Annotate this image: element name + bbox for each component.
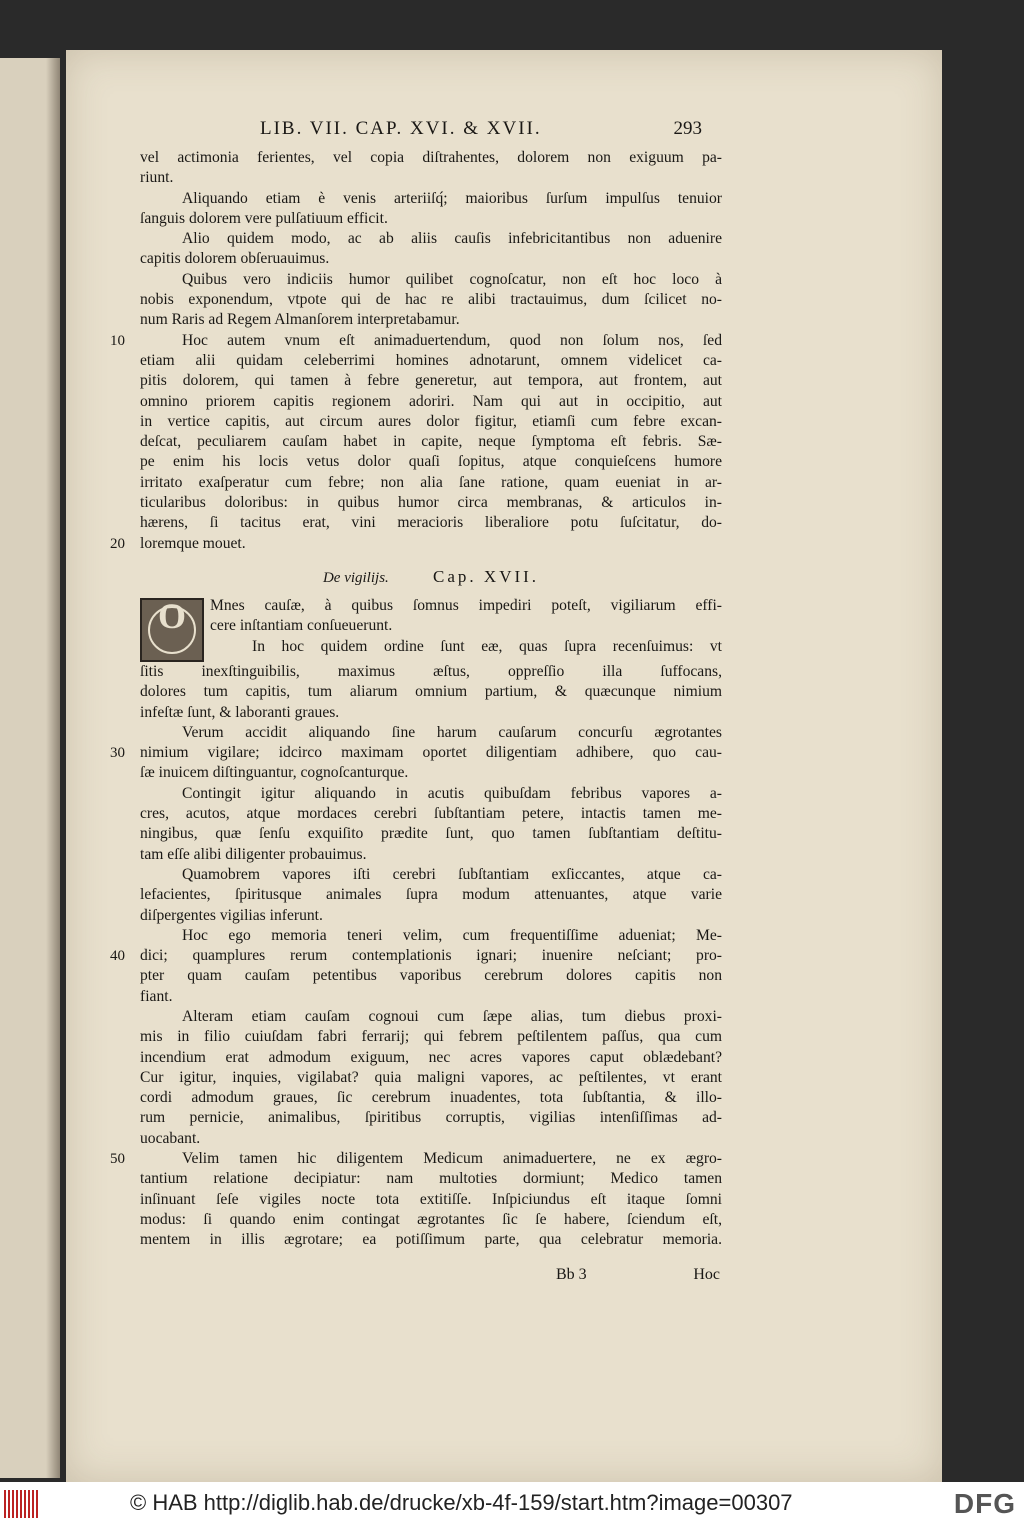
line-number-20: 20 <box>110 535 125 552</box>
text-line: pter quam cauſam petentibus vaporibus cerebrum dolores capitis non <box>140 967 722 985</box>
text-line: uocabant. <box>140 1129 201 1147</box>
text-line: Alteram etiam cauſam cognoui cum ſæpe alias, tum diebus proxi- <box>182 1007 722 1025</box>
text-line: irritato exaſperatur cum febre; non alia ſane ratione, quam eueniat in ar- <box>140 473 722 491</box>
text-line: inſinuant ſeſe vigiles nocte tota extitiſſe. Inſpiciundus eſt itaque ſomni <box>140 1190 722 1208</box>
page-number: 293 <box>673 118 702 139</box>
line-number-50: 50 <box>110 1151 125 1168</box>
text-line: dici; quamplures rerum contemplationis ignari; inuenire neſciant; pro- <box>140 947 722 965</box>
text-block <box>110 148 722 1251</box>
text-line: infeſtæ ſunt, & laboranti graues. <box>140 703 340 721</box>
text-line: pe enim his locis vetus dolor quaſi ſopitus, atque conquieſcens humore <box>140 453 722 471</box>
text-line: deſcat, peculiarem cauſam habet in capite, neque ſymptoma eſt febris. Sæ- <box>140 433 722 451</box>
text-line: ticularibus doloribus: in quibus humor circa membranas, & articulos in- <box>140 494 722 512</box>
running-header <box>260 118 720 140</box>
text-line: Alio quidem modo, ac ab aliis cauſis infebricitantibus non aduenire <box>182 230 722 248</box>
viewer-footer <box>0 1482 1024 1526</box>
chapter-number: Cap. XVII. <box>433 566 540 586</box>
barcode-icon <box>4 1490 40 1518</box>
text-line: num Raris ad Regem Almanſorem interpretabamur. <box>140 311 460 329</box>
text-line: omnino priorem capitis regionem adoriri. Nam qui aut in occipitio, aut <box>140 392 722 410</box>
text-line: Verum accidit aliquando ſine harum cauſarum concurſu ægrotantes <box>182 723 722 741</box>
previous-page-edge <box>0 58 60 1478</box>
text-line: loremque mouet. <box>140 534 246 552</box>
text-line: ſanguis dolorem vere pulſatiuum efficit. <box>140 209 388 227</box>
text-line: cere inſtantiam conſueuerunt. <box>210 617 393 635</box>
text-line: in vertice capitis, aut circum aures dolor figitur, etiamſi cum febre excan- <box>140 412 722 430</box>
text-line: dolores tum capitis, tum aliarum omnium partium, & quæcunque nimium <box>140 683 722 701</box>
text-line: etiam alii quidam celeberrimi homines adnotarunt, omnem videlicet ca- <box>140 351 722 369</box>
text-line: modus: ſi quando enim contingat ægrotantes ſic ſe habere, ſciendum eſt, <box>140 1210 722 1228</box>
text-line: hærens, ſi tacitus erat, vini meracioris liberaliore potu ſuſcitatur, do- <box>140 514 722 532</box>
text-line: ſæ inuicem diſtinguantur, cognoſcanturque. <box>140 764 409 782</box>
text-line: Cur igitur, inquies, vigilabat? quia maligni vapores, ac peſtilentes, vt erant <box>140 1068 722 1086</box>
text-line: incendium erat admodum exiguum, nec acres vapores caput oblædebant? <box>140 1048 722 1066</box>
text-line: Quibus vero indiciis humor quilibet cognoſcatur, non eſt hoc loco à <box>182 270 722 288</box>
text-line: Hoc autem vnum eſt animaduertendum, quod non ſolum nos, ſed <box>182 331 722 349</box>
text-line: ningibus, quæ ſenſu exquiſito prædite ſunt, quo tamen ſubſtantiam deſtitu- <box>140 825 722 843</box>
text-line: lefacientes, ſpiritusque animales ſupra modum attenuantes, atque varie <box>140 886 722 904</box>
catchword: Hoc <box>693 1266 720 1283</box>
text-line: pitis dolorem, qui tamen à febre generetur, aut tempora, aut frontem, aut <box>140 372 722 390</box>
chapter-heading <box>140 560 722 594</box>
text-line: Aliquando etiam è venis arteriiſq́; maioribus ſurſum impulſus tenuior <box>182 189 722 207</box>
text-line: Mnes cauſæ, à quibus ſomnus impediri poteſt, vigiliarum effi- <box>210 596 722 614</box>
text-line: vel actimonia ferientes, vel copia diſtrahentes, dolorem non exiguum pa- <box>140 149 722 166</box>
text-line: diſpergentes vigilias inferunt. <box>140 906 323 924</box>
text-line: mis in filio cuiuſdam fabri ferrarij; qui febrem peſtilentem paſſus, qua cum <box>140 1028 722 1046</box>
text-line: fiant. <box>140 987 173 1005</box>
text-line: rum pernicie, animalibus, ſpiritibus corruptis, vigilias intenſiſſimas ad- <box>140 1109 722 1127</box>
text-line: Quamobrem vapores iſti cerebri ſubſtantiam exſiccantes, atque ca- <box>182 865 722 883</box>
text-line: ſitis inexſtinguibilis, maximus æſtus, oppreſſio illa ſuffocans, <box>140 662 722 680</box>
dfg-logo: DFG <box>953 1488 1016 1519</box>
text-line: mentem in illis ægrotare; ea potiſſimum parte, qua celebratur memoria. <box>140 1231 722 1249</box>
running-title: LIB. VII. CAP. XVI. & XVII. <box>260 118 542 139</box>
signature-mark: Bb 3 <box>556 1266 587 1283</box>
text-line: nobis exponendum, vtpote qui de hac re alibi tractauimus, dum ſcilicet no- <box>140 291 722 309</box>
initial-letter: O <box>157 595 186 636</box>
page-gutter <box>46 58 60 1478</box>
line-number-30: 30 <box>110 745 125 762</box>
text-line: capitis dolorem obſeruauimus. <box>140 250 330 268</box>
text-line: tantium relatione decipiatur: nam multoties dormiunt; Medico tamen <box>140 1170 722 1188</box>
decorated-initial <box>140 595 204 662</box>
line-number-40: 40 <box>110 948 125 965</box>
text-line: cres, acutos, atque mordaces cerebri ſubſtantiam petere, intactis tamen me- <box>140 805 722 823</box>
text-line: Velim tamen hic diligentem Medicum animaduertere, ne ex ægro- <box>182 1150 722 1168</box>
text-line: Contingit igitur aliquando in acutis quibuſdam febribus vapores a- <box>182 784 722 802</box>
source-credit-link[interactable]: © HAB http://diglib.hab.de/drucke/xb-4f-159/start.htm?image=00307 <box>130 1490 793 1515</box>
text-line: riunt. <box>140 169 174 187</box>
text-line: Hoc ego memoria teneri velim, cum frequentiſſime adueniat; Me- <box>182 926 722 944</box>
text-line: cordi admodum graues, ſic cerebrum inuadentes, tota ſubſtantia, & illo- <box>140 1089 722 1107</box>
text-line: nimium vigilare; idcirco maximam oportet diligentiam adhibere, quo cau- <box>140 744 722 762</box>
line-number-10: 10 <box>110 332 125 349</box>
chapter-title: De vigilijs. <box>322 569 389 586</box>
text-line: In hoc quidem ordine ſunt eæ, quas ſupra recenſuimus: vt <box>252 637 722 655</box>
text-line: tam eſſe alibi diligenter probauimus. <box>140 845 367 863</box>
